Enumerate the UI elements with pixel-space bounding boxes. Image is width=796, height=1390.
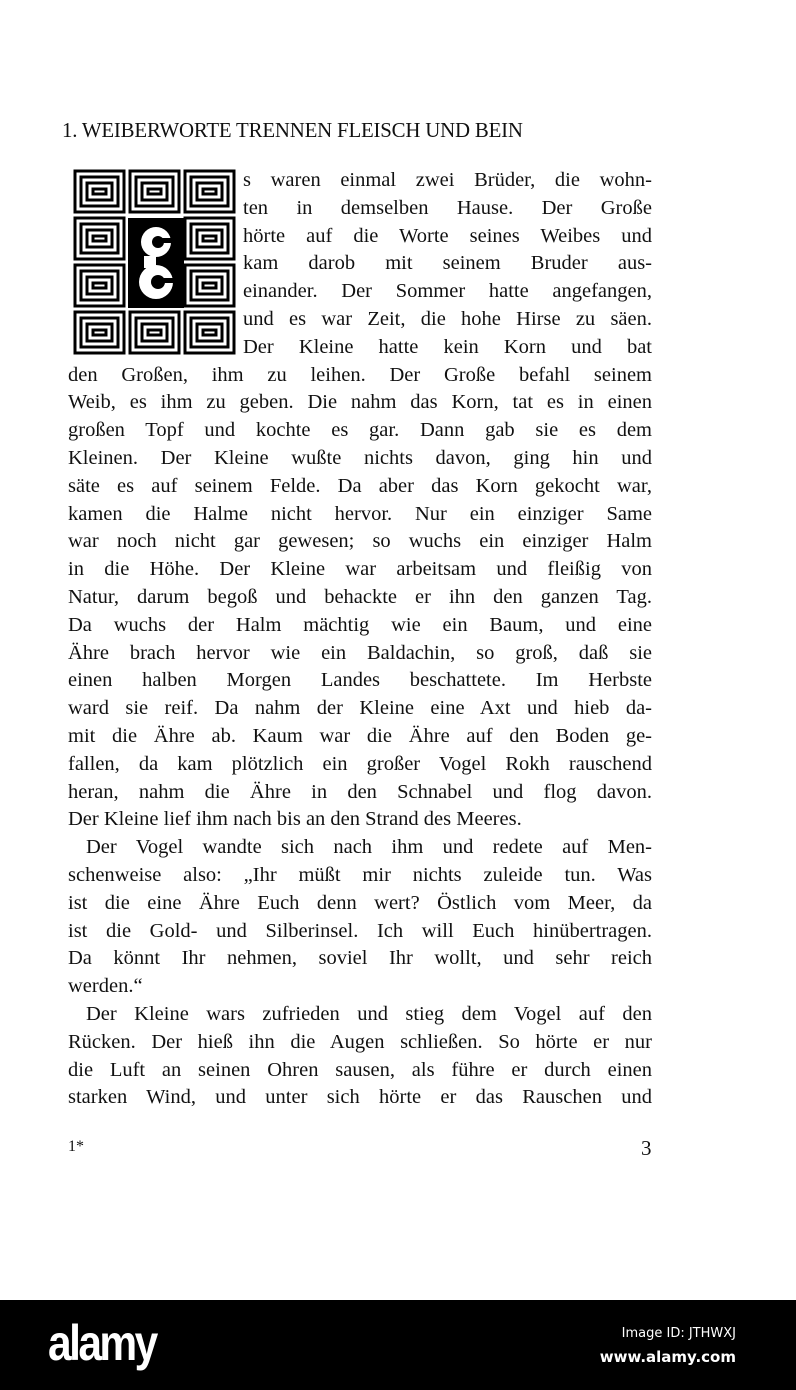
text-line: einander. Der Sommer hatte angefangen, bbox=[243, 280, 652, 303]
text-line: Der Kleine wars zufrieden und stieg dem Vogel auf den bbox=[86, 1003, 652, 1025]
text-line: Da könnt Ihr nehmen, soviel Ihr wollt, und sehr reich bbox=[68, 947, 652, 970]
text-line: Rücken. Der hieß ihn die Augen schließen. So hörte er nur bbox=[68, 1030, 652, 1053]
text-line: war noch nicht gar gewesen; so wuchs ein einziger Halm bbox=[68, 530, 652, 553]
text-line: großen Topf und kochte es gar. Dann gab sie es dem bbox=[68, 419, 652, 442]
text-line: werden.“ bbox=[68, 975, 143, 998]
text-line: mit die Ähre ab. Kaum war die Ähre auf den Boden ge- bbox=[68, 725, 652, 747]
text-line: heran, nahm die Ähre in den Schnabel und flog davon. bbox=[68, 780, 652, 803]
text-line: Kleinen. Der Kleine wußte nichts davon, ging hin und bbox=[68, 447, 652, 469]
image-id: Image ID: JTHWXJ bbox=[621, 1326, 736, 1341]
text-line: Der Kleine lief ihm nach bis an den Strand des Meeres. bbox=[68, 808, 522, 831]
watermark-url: www.alamy.com bbox=[599, 1348, 736, 1366]
text-line: die Luft an seinen Ohren sausen, als führe er durch einen bbox=[68, 1058, 652, 1081]
ornamental-drop-cap-e-icon bbox=[72, 168, 238, 356]
text-line: fallen, da kam plötzlich ein großer Vogel Rokh rauschend bbox=[68, 752, 652, 775]
text-line: Ähre brach hervor wie ein Baldachin, so groß, daß sie bbox=[68, 641, 652, 664]
text-line: ten in demselben Hause. Der Große bbox=[243, 196, 652, 219]
printer-signature: 1* bbox=[68, 1138, 84, 1155]
text-line: einen halben Morgen Landes beschattete. Im Herbste bbox=[68, 669, 652, 692]
alamy-logo: alamy bbox=[48, 1315, 156, 1371]
text-line: Der Vogel wandte sich nach ihm und redete auf Men- bbox=[86, 836, 652, 859]
text-line: und es war Zeit, die hohe Hirse zu säen. bbox=[243, 308, 652, 330]
text-line: in die Höhe. Der Kleine war arbeitsam und fleißig von bbox=[68, 558, 652, 581]
watermark-bar bbox=[0, 1300, 796, 1390]
text-line: ist die eine Ähre Euch denn wert? Östlich vom Meer, da bbox=[68, 891, 652, 914]
text-line: Da wuchs der Halm mächtig wie ein Baum, und eine bbox=[68, 613, 652, 636]
page-number: 3 bbox=[641, 1136, 652, 1160]
text-line: kamen die Halme nicht hervor. Nur ein einziger Same bbox=[68, 502, 652, 525]
text-line: Der Kleine hatte kein Korn und bat bbox=[243, 335, 652, 358]
text-line: Weib, es ihm zu geben. Die nahm das Korn, tat es in einen bbox=[68, 391, 652, 414]
text-line: s waren einmal zwei Brüder, die wohn- bbox=[243, 169, 652, 191]
text-line: Natur, darum begoß und behackte er ihn den ganzen Tag. bbox=[68, 586, 652, 608]
text-line: ist die Gold- und Silberinsel. Ich will Euch hinübertragen. bbox=[68, 919, 652, 942]
chapter-title: 1. WEIBERWORTE TRENNEN FLEISCH UND BEIN bbox=[62, 118, 523, 142]
text-line: starken Wind, und unter sich hörte er das Rauschen und bbox=[68, 1086, 652, 1109]
text-line: schenweise also: „Ihr müßt mir nichts zuleide tun. Was bbox=[68, 864, 652, 886]
text-line: säte es auf seinem Felde. Da aber das Korn gekocht war, bbox=[68, 474, 652, 497]
text-line: ward sie reif. Da nahm der Kleine eine Axt und hieb da- bbox=[68, 697, 652, 720]
text-line: kam darob mit seinem Bruder aus- bbox=[243, 252, 652, 275]
text-line: hörte auf die Worte seines Weibes und bbox=[243, 224, 652, 247]
text-line: den Großen, ihm zu leihen. Der Große befahl seinem bbox=[68, 363, 652, 386]
